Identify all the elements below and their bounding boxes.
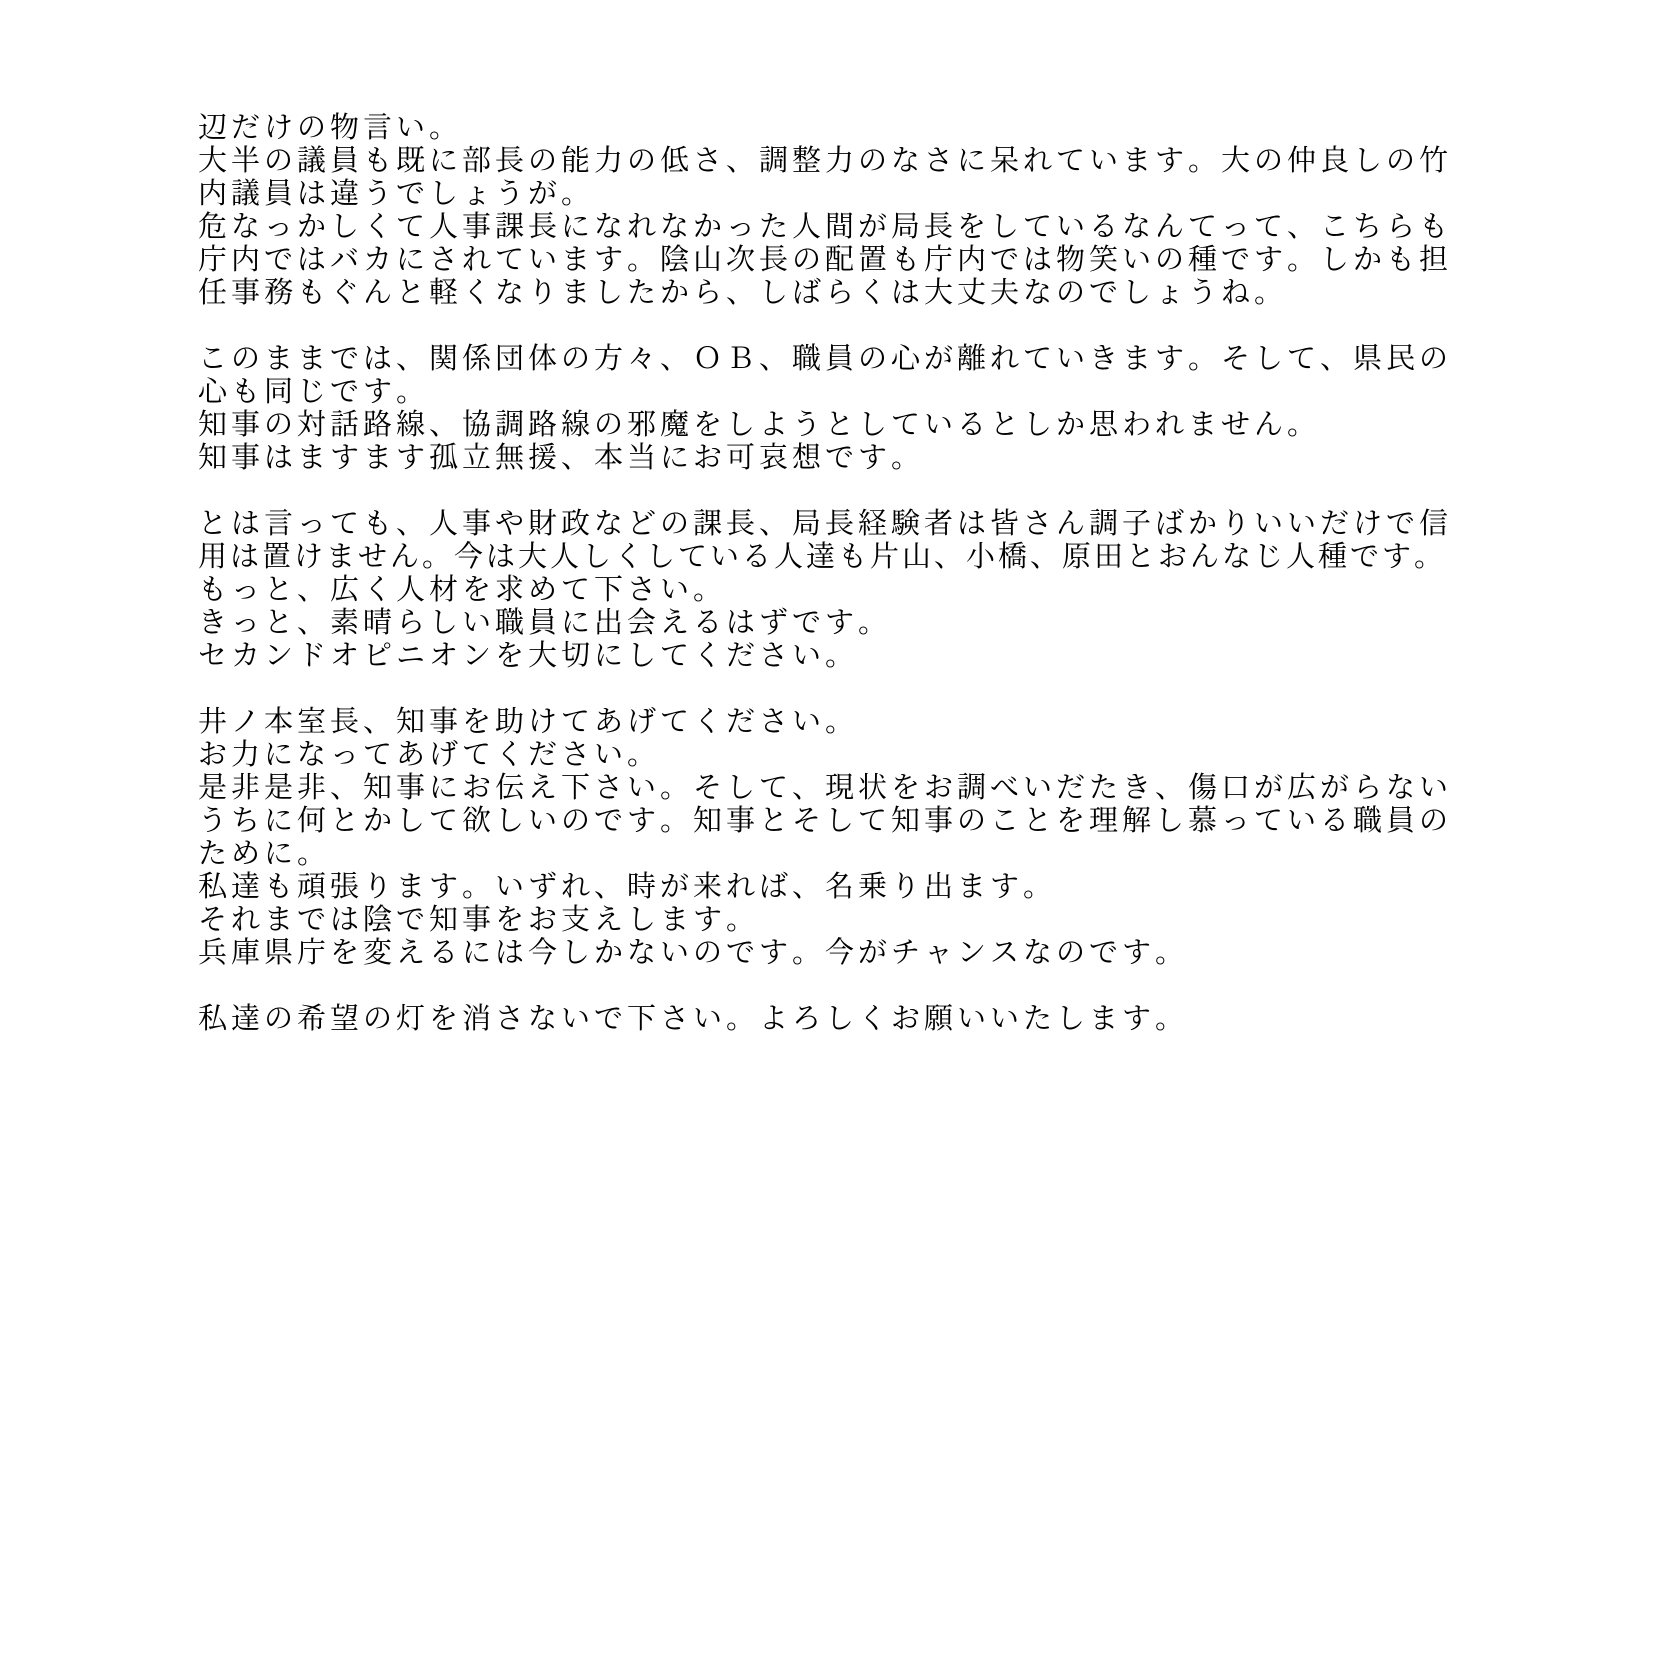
text-line: 大半の議員も既に部長の能力の低さ、調整力のなさに呆れています。大の仲良しの竹 <box>198 145 1453 177</box>
text-line: セカンドオピニオンを大切にしてください。 <box>198 640 859 672</box>
text-line: 辺だけの物言い。 <box>198 112 463 144</box>
paragraph <box>198 1003 1478 1036</box>
text-line: 是非是非、知事にお伝え下さい。そして、現状をお調べいだたき、傷口が広がらない <box>198 772 1453 804</box>
text-line: きっと、素晴らしい職員に出会えるはずです。 <box>198 607 892 639</box>
paragraph <box>198 508 1478 673</box>
text-line: 私達の希望の灯を消さないで下さい。よろしくお願いいたします。 <box>198 1003 1189 1035</box>
text-line: 井ノ本室長、知事を助けてあげてください。 <box>198 706 859 738</box>
text-line: 知事の対話路線、協調路線の邪魔をしようとしているとしか思われません。 <box>198 409 1321 441</box>
text-line: このままでは、関係団体の方々、ＯＢ、職員の心が離れていきます。そして、県民の <box>198 343 1453 375</box>
text-line: 内議員は違うでしょうが。 <box>198 178 595 210</box>
text-line: もっと、広く人材を求めて下さい。 <box>198 574 727 606</box>
text-line: 知事はますます孤立無援、本当にお可哀想です。 <box>198 442 925 474</box>
text-line: 心も同じです。 <box>198 376 430 408</box>
text-line: 私達も頑張ります。いずれ、時が来れば、名乗り出ます。 <box>198 871 1057 903</box>
text-line: 用は置けません。今は大人しくしている人達も片山、小橋、原田とおんなじ人種です。 <box>198 541 1447 573</box>
paragraph <box>198 706 1478 970</box>
text-line: お力になってあげてください。 <box>198 739 661 771</box>
text-line: 任事務もぐんと軽くなりましたから、しばらくは大丈夫なのでしょうね。 <box>198 277 1288 309</box>
text-line: 庁内ではバカにされています。陰山次長の配置も庁内では物笑いの種です。しかも担 <box>198 244 1453 276</box>
paragraph <box>198 343 1478 475</box>
text-line: うちに何とかして欲しいのです。知事とそして知事のことを理解し慕っている職員の <box>198 805 1453 837</box>
text-line: とは言っても、人事や財政などの課長、局長経験者は皆さん調子ばかりいいだけで信 <box>198 508 1453 540</box>
paragraph <box>198 112 1478 310</box>
document-body <box>198 112 1478 1069</box>
text-line: 危なっかしくて人事課長になれなかった人間が局長をしているなんてって、こちらも <box>198 211 1453 243</box>
text-line: ために。 <box>198 838 331 870</box>
text-line: 兵庫県庁を変えるには今しかないのです。今がチャンスなのです。 <box>198 937 1189 969</box>
text-line: それまでは陰で知事をお支えします。 <box>198 904 760 936</box>
